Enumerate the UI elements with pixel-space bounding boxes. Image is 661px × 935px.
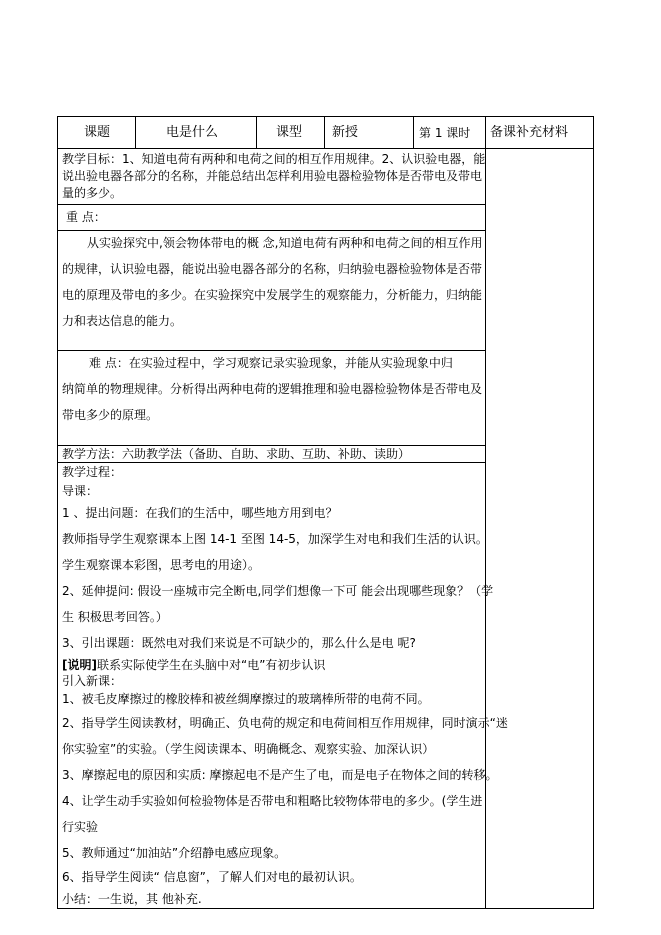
new-lesson-item-5: 5、教师通过“加油站”介绍静电感应现象。 bbox=[62, 846, 287, 860]
objectives-line-3: 量的多少。 bbox=[62, 186, 123, 200]
summary: 小结：一生说，其 他补充. bbox=[62, 892, 202, 906]
teaching-method: 教学方法：六助教学法（备助、自助、求助、互助、补助、读助） bbox=[62, 447, 411, 461]
keypoints-line-4: 力和表达信息的能力。 bbox=[62, 314, 183, 328]
question-3: 3、引出课题：既然电对我们来说是不可缺少的，那么什么是电 呢? bbox=[62, 636, 416, 650]
keypoints-divider bbox=[57, 350, 485, 351]
table-border-left bbox=[57, 116, 58, 909]
question-1: 1 、提出问题：在我们的生活中，哪些地方用到电？ bbox=[62, 506, 338, 520]
new-lesson-label: 引入新课： bbox=[62, 674, 123, 688]
notes-column-divider bbox=[485, 116, 486, 909]
difficulties-line-2: 纳简单的物理规律。分析得出两种电荷的逻辑推理和验电器检验物体是否带电及 bbox=[62, 382, 483, 396]
process-title: 教学过程： bbox=[62, 465, 123, 479]
objectives-line-2: 说出验电器各部分的名称，并能总结出怎样利用验电器检验物体是否带电及带电 bbox=[62, 169, 483, 183]
header-col-divider-4 bbox=[413, 116, 414, 149]
intro-label: 导课： bbox=[62, 484, 99, 498]
question-2-line-1: 2、延伸提问: 假设一座城市完全断电,同学们想像一下可 能会出现哪些现象？（学 bbox=[62, 584, 494, 598]
new-lesson-item-4-line-2: 行实验 bbox=[62, 820, 99, 834]
new-lesson-item-3: 3、摩擦起电的原因和实质: 摩擦起电不是产生了电，而是电子在物体之间的转移。 bbox=[62, 768, 498, 782]
lesson-type-value: 新授 bbox=[332, 125, 359, 140]
keypoints-line-2: 的规律，认识验电器，能说出验电器各部分的名称，归纳验电器检验物体是否带 bbox=[62, 262, 483, 276]
notes-column-header: 备课补充材料 bbox=[490, 125, 569, 140]
header-col-divider-2 bbox=[256, 116, 257, 149]
new-lesson-item-2-line-1: 2、指导学生阅读教材，明确正、负电荷的规定和电荷间相互作用规律，同时演示“迷 bbox=[62, 716, 508, 730]
objectives-line-1: 教学目标：1、知道电荷有两种和电荷之间的相互作用规律。2、认识验电器，能 bbox=[62, 152, 486, 166]
header-row-divider bbox=[57, 148, 593, 149]
new-lesson-item-6: 6、指导学生阅读“ 信息窗”，了解人们对电的最初认识。 bbox=[62, 870, 362, 884]
new-lesson-item-4-line-1: 4、让学生动手实验如何检验物体是否带电和粗略比较物体带电的多少。(学生进 bbox=[62, 794, 483, 808]
keypoints-label-divider bbox=[57, 230, 485, 231]
lesson-type-label: 课型 bbox=[276, 125, 303, 140]
question-1-detail: 教师指导学生观察课本上图 14-1 至图 14-5，加深学生对电和我们生活的认识。 bbox=[62, 532, 488, 546]
new-lesson-item-2-line-2: 你实验室”的实验。（学生阅读课本、明确概念、观察实验、加深认识） bbox=[62, 742, 435, 756]
difficulties-line-3: 带电多少的原理。 bbox=[62, 408, 159, 422]
note-tag: [说明] bbox=[62, 658, 97, 672]
table-border-top bbox=[57, 116, 593, 117]
question-1-student: 学生观察课本彩图，思考电的用途）。 bbox=[62, 558, 261, 572]
question-2-line-2: 生 积极思考回答。） bbox=[62, 610, 168, 624]
header-col-divider-1 bbox=[135, 116, 136, 149]
method-divider bbox=[57, 462, 485, 463]
note-line bbox=[62, 658, 325, 672]
class-period: 第 1 课时 bbox=[419, 126, 471, 140]
keypoints-line-1: 从实验探究中,领会物体带电的概 念,知道电荷有两种和电荷之间的相互作用 bbox=[87, 236, 483, 250]
table-border-right bbox=[593, 116, 594, 909]
keypoints-line-3: 电的原理及带电的多少。在实验探究中发展学生的观察能力，分析能力，归纳能 bbox=[62, 288, 483, 302]
difficulties-divider bbox=[57, 445, 485, 446]
difficulties-line-1: 难 点：在实验过程中，学习观察记录实验现象，并能从实验现象中归 bbox=[89, 356, 453, 370]
header-col-divider-3 bbox=[324, 116, 325, 149]
keypoints-label: 重 点： bbox=[66, 210, 106, 224]
new-lesson-item-1: 1、被毛皮摩擦过的橡胶棒和被丝绸摩擦过的玻璃棒所带的电荷不同。 bbox=[62, 692, 430, 706]
objectives-divider bbox=[57, 204, 485, 205]
note-text: 联系实际使学生在头脑中对“电”有初步认识 bbox=[96, 658, 326, 672]
table-border-bottom bbox=[57, 908, 593, 909]
topic-label: 课题 bbox=[84, 125, 111, 140]
topic-value: 电是什么 bbox=[166, 125, 219, 140]
